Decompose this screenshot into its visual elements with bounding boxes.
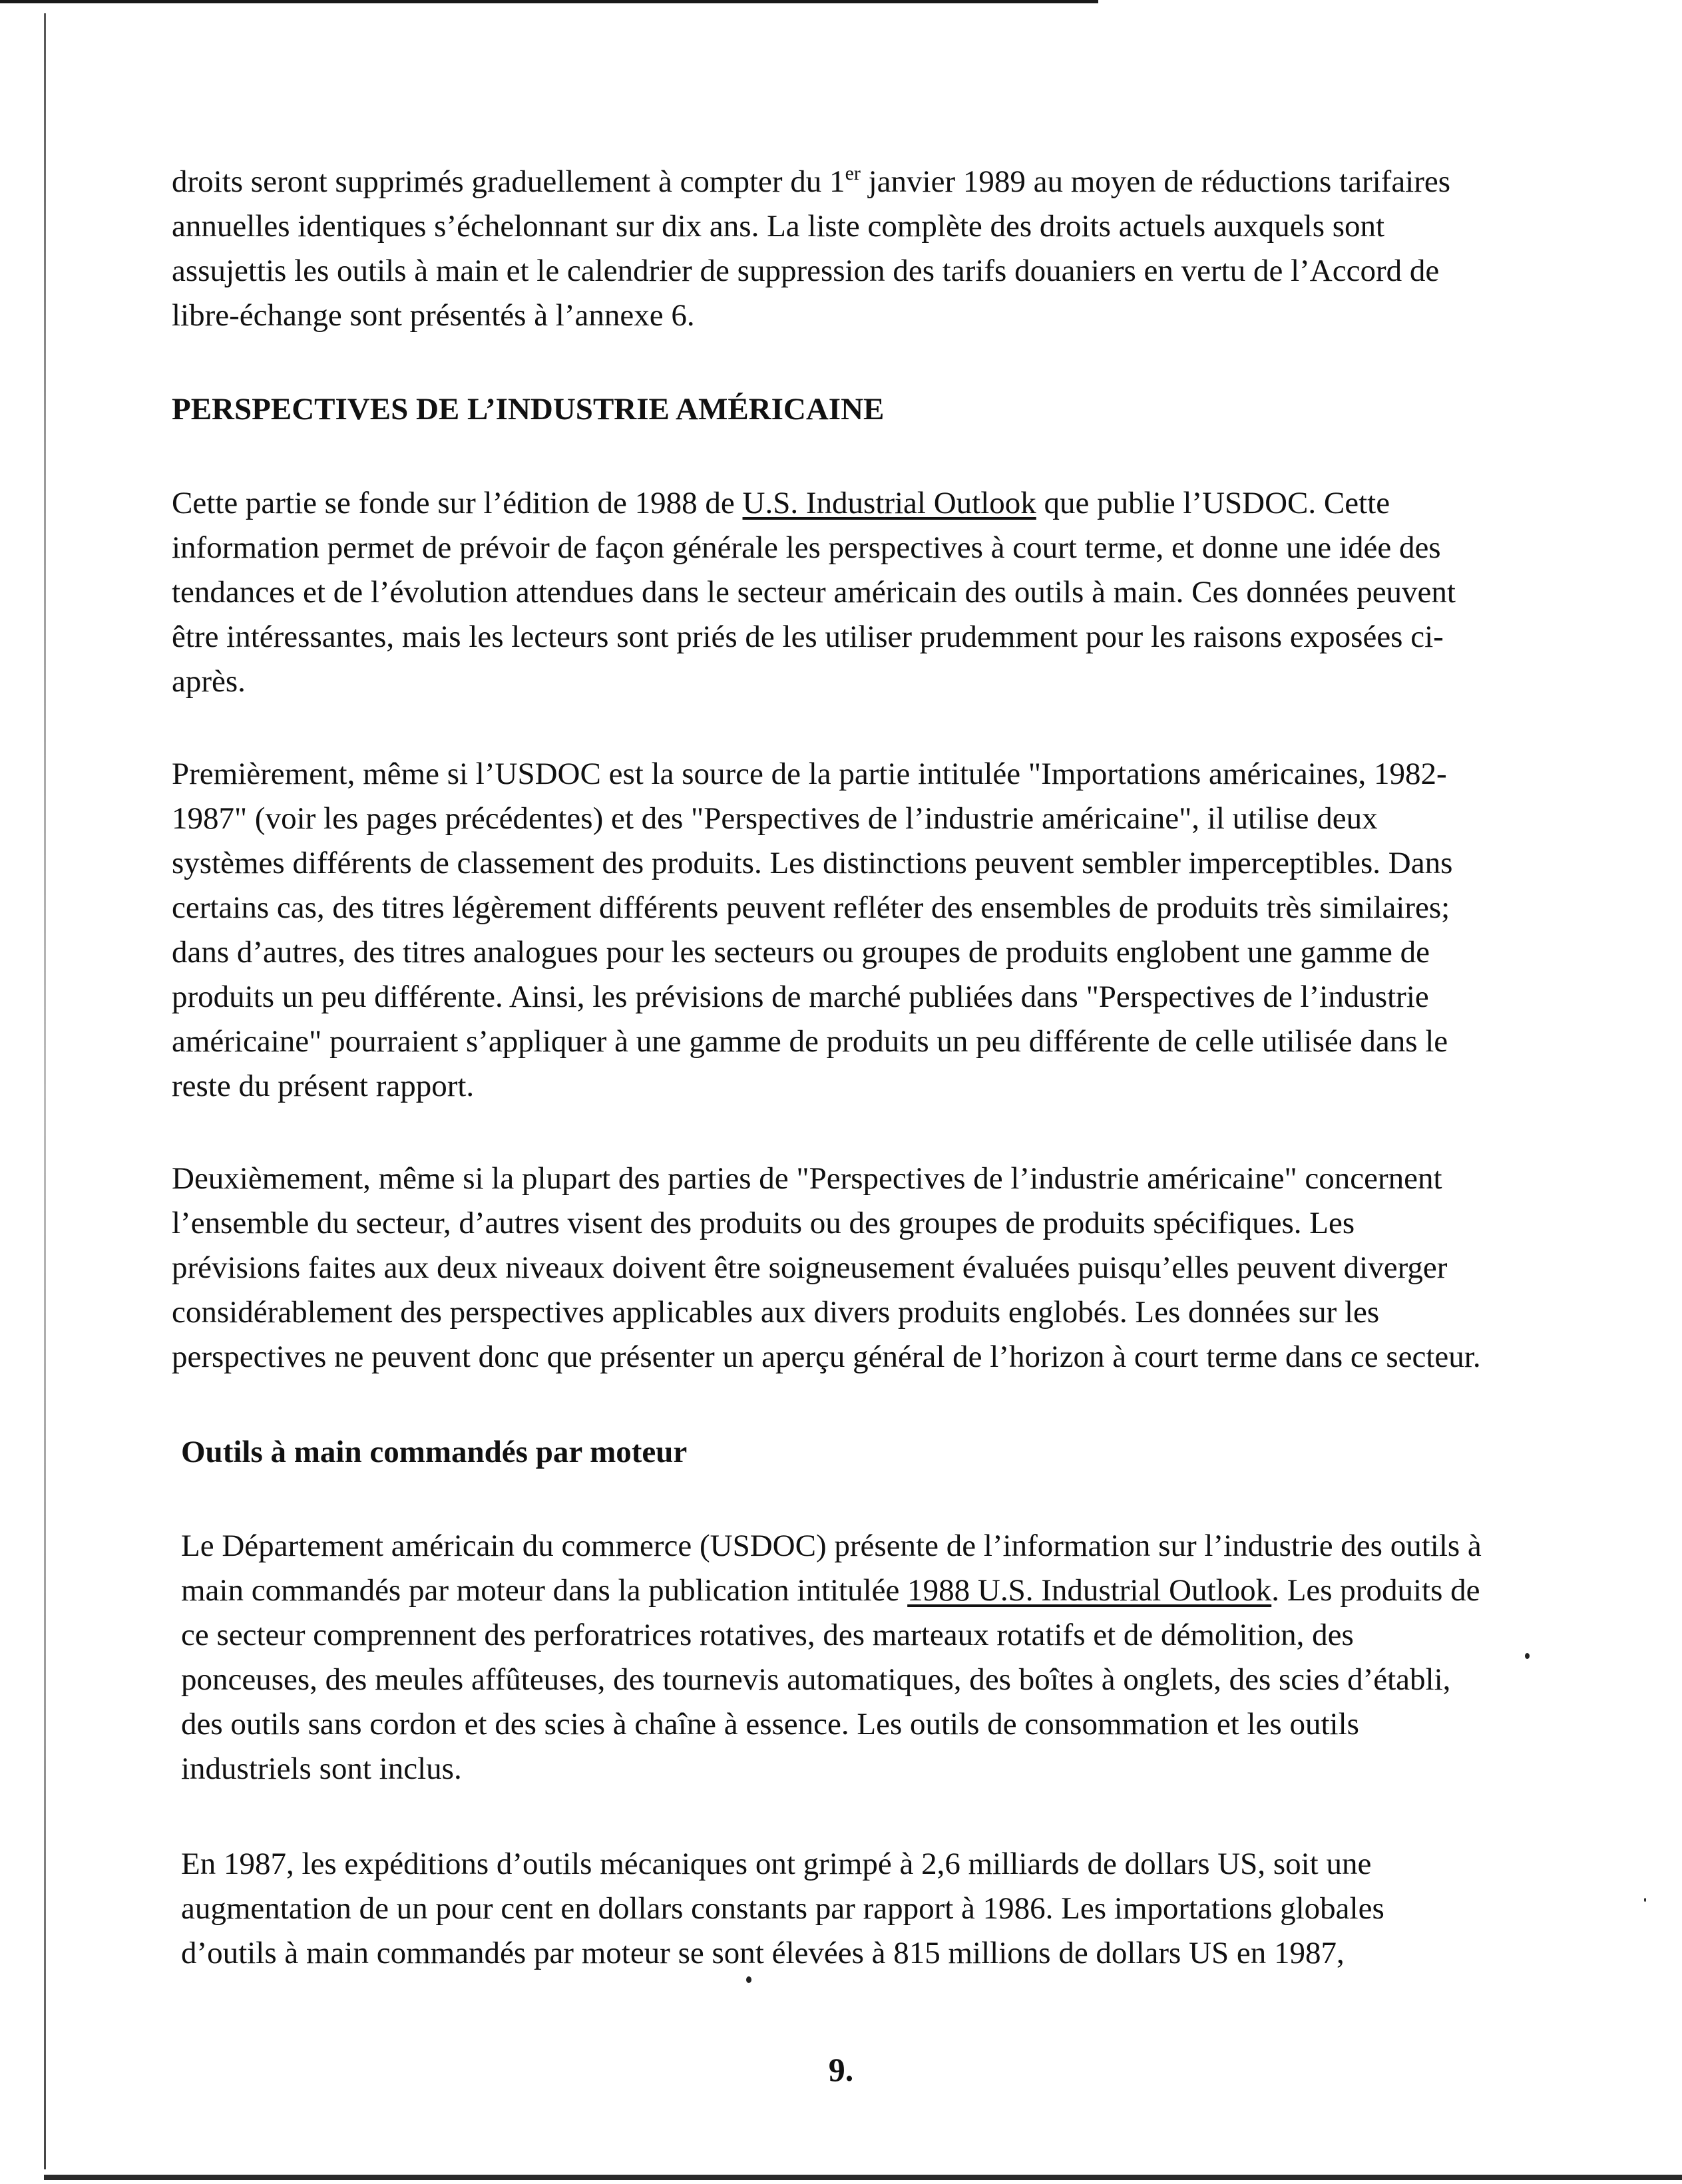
- section-heading-us-industry-outlook: PERSPECTIVES DE L’INDUSTRIE AMÉRICAINE: [172, 392, 885, 427]
- paragraph-text: droits seront supprimés graduellement à compter du 1: [172, 164, 845, 199]
- scan-speck: [746, 1976, 751, 1983]
- paragraph-text: . Les produits de ce secteur comprennent des perforatrices rotatives, des marteaux rotatifs et de démolition, des ponceuses, des meules affûteuses, des tournevis automatiques, des boîtes à onglets, des scies d’établi, des outils sans cordon et des scies à chaîne à essence. Les outils de consommation et les outils industriels sont inclus.: [181, 1573, 1480, 1786]
- paragraph-second-caveat: Deuxièmement, même si la plupart des parties de "Perspectives de l’industrie américaine" concernent l’ensemble du secteur, d’autres visent des produits ou des groupes de produits spécifiques. Les prévisions faites aux deux niveaux doivent être soigneusement évaluées puisqu’elles peuvent diverger considérablement des perspectives applicables aux divers produits englobés. Les données sur les perspectives ne peuvent donc que présenter un aperçu général de l’horizon à court terme dans ce secteur.: [172, 1161, 1481, 1374]
- scan-bottom-border: [44, 2175, 1682, 2180]
- paragraph-text: que publie l’USDOC. Cette information permet de prévoir de façon générale les perspectives à court terme, et donne une idée des tendances et de l’évolution attendues dans le secteur américain des outils à main. Ces données peuvent être intéressantes, mais les lecteurs sont priés de les utiliser prudemment pour les raisons exposées ci-après.: [172, 486, 1456, 699]
- scan-left-border: [44, 13, 46, 2169]
- subsection-heading-power-tools: Outils à main commandés par moteur: [181, 1435, 688, 1469]
- paragraph-source-outlook: [172, 481, 1483, 704]
- publication-title: U.S. Industrial Outlook: [742, 486, 1036, 520]
- paragraph-tariff-removal: [172, 160, 1483, 338]
- paragraph-power-tools-products: [172, 1524, 1483, 1791]
- publication-title: 1988 U.S. Industrial Outlook: [907, 1573, 1272, 1608]
- page-body: [172, 160, 1483, 1976]
- paragraph-text: janvier 1989 au moyen de réductions tarifaires annuelles identiques s’échelonnant sur dix ans. La liste complète des droits actuels auxquels sont assujettis les outils à main et le calendrier de suppression des tarifs douaniers en vertu de l’Accord de libre-échange sont présentés à l’annexe 6.: [172, 164, 1451, 333]
- paragraph-text: Cette partie se fonde sur l’édition de 1988 de: [172, 486, 743, 520]
- ordinal-superscript: er: [845, 162, 861, 184]
- page-number: 9.: [828, 2051, 854, 2088]
- paragraph-shipments-1987: En 1987, les expéditions d’outils mécaniques ont grimpé à 2,6 milliards de dollars US, soit une augmentation de un pour cent en dollars constants par rapport à 1986. Les importations globales d’outils à main commandés par moteur se sont élevées à 815 millions de dollars US en 1987,: [181, 1847, 1384, 1970]
- scan-speck: [1525, 1653, 1530, 1659]
- scan-top-border: [0, 0, 1098, 3]
- scan-speck: [1644, 1898, 1646, 1902]
- paragraph-text: Le Département américain du commerce (USDOC) présente de l’information sur l’industrie des outils à main commandés par moteur dans la publication intitulée: [181, 1529, 1482, 1608]
- paragraph-first-caveat: Premièrement, même si l’USDOC est la source de la partie intitulée "Importations américaines, 1982-1987" (voir les pages précédentes) et des "Perspectives de l’industrie américaine", il utilise deux systèmes différents de classement des produits. Les distinctions peuvent sembler imperceptibles. Dans certains cas, des titres légèrement différents peuvent refléter des ensembles de produits très similaires; dans d’autres, des titres analogues pour les secteurs ou groupes de produits englobent une gamme de produits un peu différente. Ainsi, les prévisions de marché publiées dans "Perspectives de l’industrie américaine" pourraient s’appliquer à une gamme de produits un peu différente de celle utilisée dans le reste du présent rapport.: [172, 757, 1453, 1103]
